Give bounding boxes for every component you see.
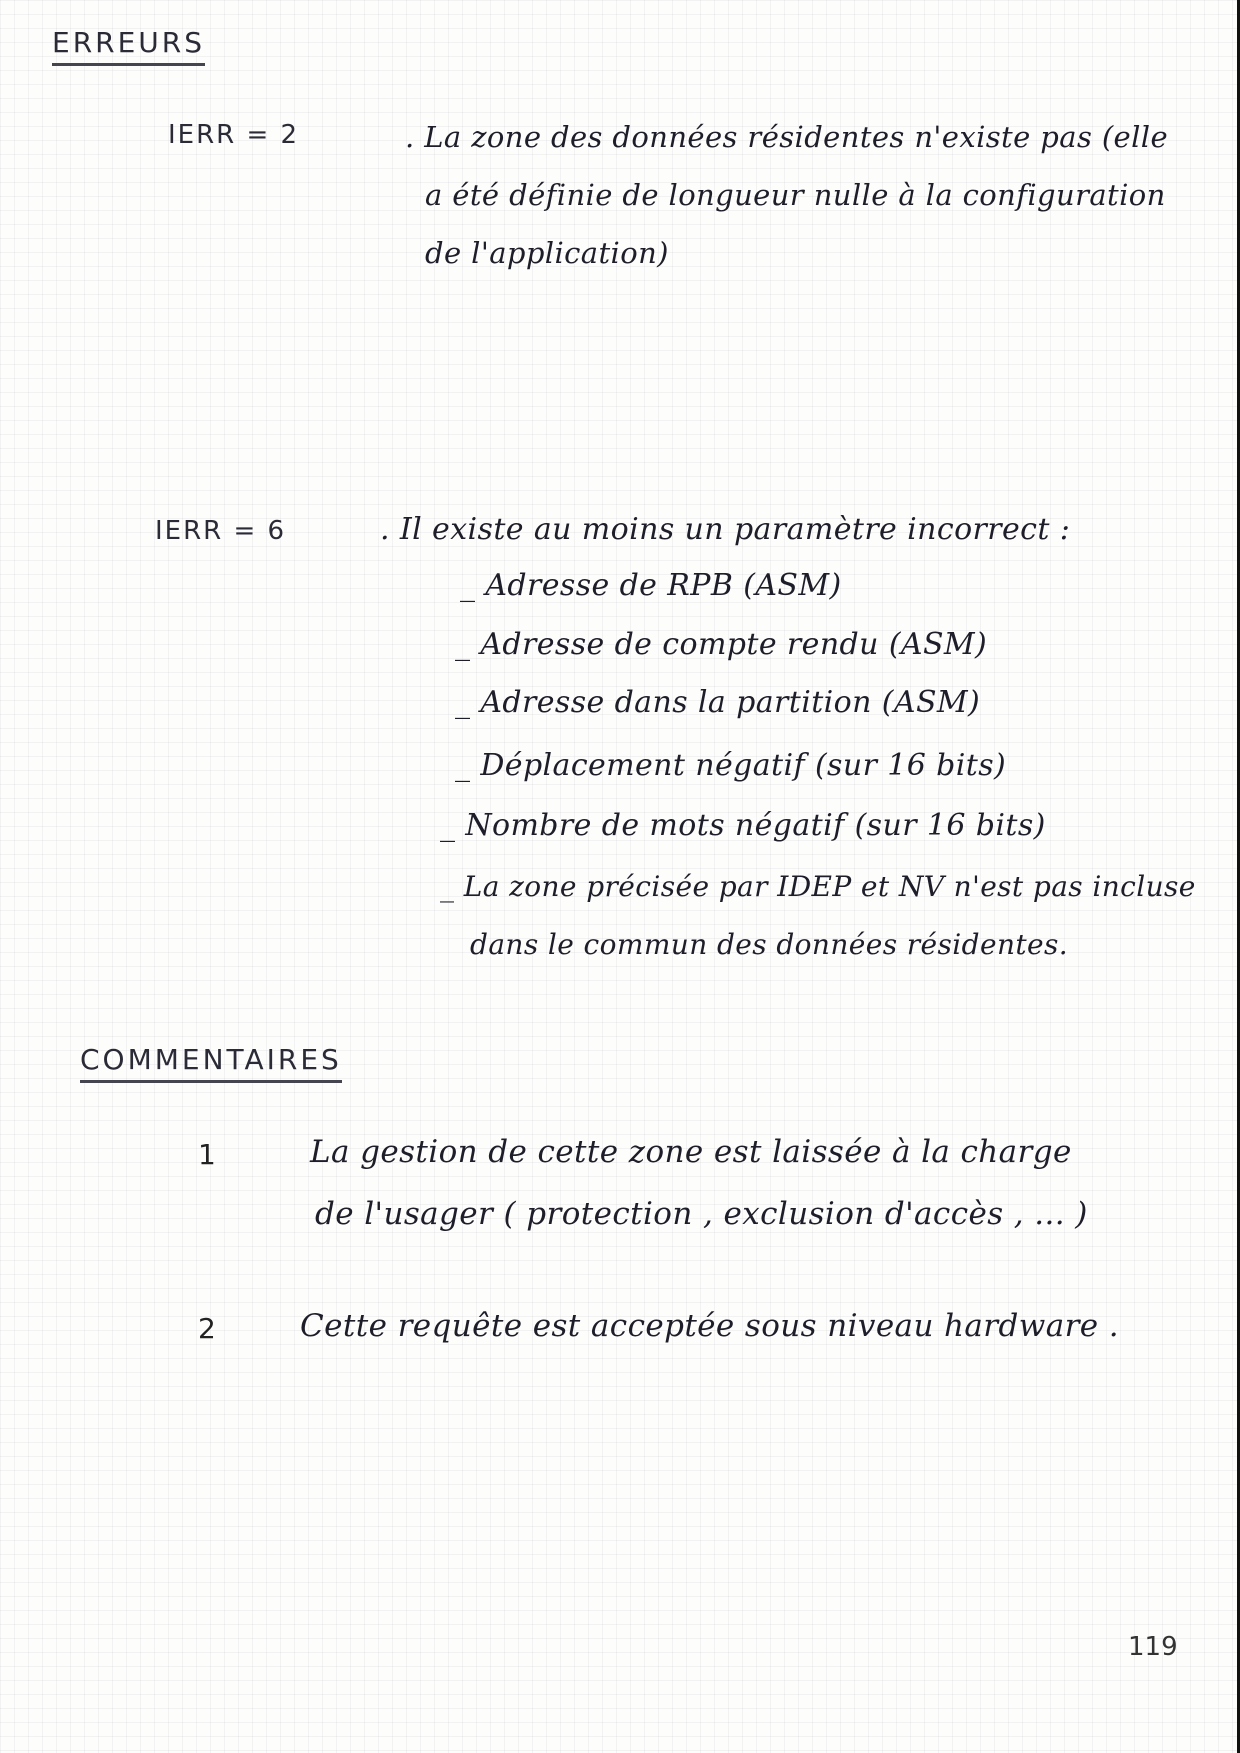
error-description-line: . Il existe au moins un paramètre incorrect : (380, 512, 1071, 547)
error-bullet: _ Adresse de RPB (ASM) (460, 568, 842, 603)
error-bullet: _ Déplacement négatif (sur 16 bits) (455, 748, 1007, 783)
error-code: IERR = 6 (155, 516, 287, 546)
errors-heading: ERREURS (52, 26, 205, 66)
error-bullet: _ Nombre de mots négatif (sur 16 bits) (440, 808, 1046, 843)
comment-number: 2 (198, 1312, 216, 1345)
comment-line: La gestion de cette zone est laissée à la charge (310, 1134, 1072, 1170)
comment-number: 1 (198, 1138, 216, 1171)
error-bullet: _ Adresse de compte rendu (ASM) (455, 627, 988, 662)
error-code: IERR = 2 (168, 120, 300, 150)
page-number: 119 (1128, 1632, 1178, 1662)
error-bullet: _ Adresse dans la partition (ASM) (455, 685, 981, 720)
error-bullet: dans le commun des données résidentes. (470, 928, 1069, 961)
comments-heading: COMMENTAIRES (80, 1043, 342, 1083)
error-description-line: a été définie de longueur nulle à la configuration (425, 178, 1166, 212)
comment-line: Cette requête est acceptée sous niveau hardware . (300, 1308, 1120, 1344)
error-description-line: de l'application) (425, 236, 669, 270)
error-bullet: _ La zone précisée par IDEP et NV n'est pas incluse (440, 870, 1196, 903)
comment-line: de l'usager ( protection , exclusion d'accès , ... ) (315, 1196, 1088, 1232)
error-description-line: . La zone des données résidentes n'existe pas (elle (405, 120, 1169, 154)
